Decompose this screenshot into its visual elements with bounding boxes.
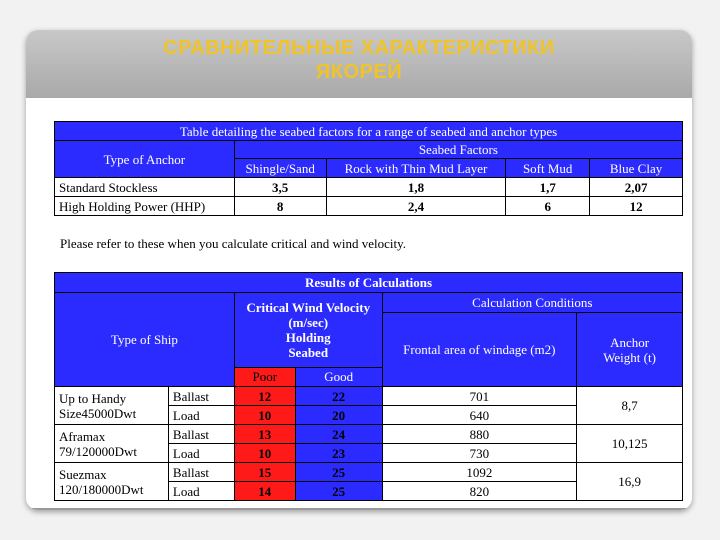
anchor-weight-line: Anchor [610, 334, 650, 350]
load-condition: Ballast [168, 387, 234, 406]
frontal-area-value: 1092 [382, 463, 577, 482]
good-header: Good [295, 368, 382, 387]
ship-name-line: Aframax [59, 428, 106, 444]
factor-value: 3,5 [234, 178, 326, 197]
critical-wind-header [234, 293, 382, 368]
frontal-area-value: 730 [382, 444, 577, 463]
poor-value: 10 [234, 444, 295, 463]
critical-wind-line: Seabed [288, 345, 329, 360]
critical-wind-line: (m/sec) [288, 315, 329, 330]
ship-name-line: 79/120000Dwt [59, 443, 137, 459]
ship-name-line: Up to Handy [59, 390, 127, 406]
anchor-weight-line: Weight (t) [603, 349, 656, 365]
good-value: 23 [295, 444, 382, 463]
load-condition: Load [168, 444, 234, 463]
table1-col-header: Soft Mud [506, 159, 590, 178]
results-table [54, 272, 683, 501]
ship-name-line: Suezmax [59, 466, 107, 482]
table1-col-header: Blue Clay [590, 159, 683, 178]
anchor-weight-value: 16,9 [577, 463, 683, 501]
table1-col-header: Rock with Thin Mud Layer [326, 159, 506, 178]
table-row [55, 387, 683, 406]
good-value: 22 [295, 387, 382, 406]
factor-value: 1,8 [326, 178, 506, 197]
calc-conditions-header: Calculation Conditions [382, 293, 682, 313]
critical-wind-line: Critical Wind Velocity [246, 300, 371, 315]
table2-col-type: Type of Ship [55, 293, 235, 387]
frontal-area-value: 820 [382, 482, 577, 501]
table-row [55, 197, 683, 216]
seabed-factors-table [54, 121, 683, 216]
title-line-1: СРАВНИТЕЛЬНЫЕ ХАРАКТЕРИСТИКИ [163, 37, 555, 59]
ship-name [55, 387, 169, 425]
good-value: 24 [295, 425, 382, 444]
frontal-area-value: 880 [382, 425, 577, 444]
frontal-area-value: 701 [382, 387, 577, 406]
table1-col-header: Shingle/Sand [234, 159, 326, 178]
table-row [55, 463, 683, 482]
table-row [55, 425, 683, 444]
slide-title [26, 36, 692, 84]
load-condition: Ballast [168, 463, 234, 482]
bottom-divider [26, 508, 692, 510]
anchor-weight-value: 10,125 [577, 425, 683, 463]
table1-caption: Table detailing the seabed factors for a range of seabed and anchor types [55, 122, 683, 141]
ship-name [55, 463, 169, 501]
poor-value: 12 [234, 387, 295, 406]
factor-value: 12 [590, 197, 683, 216]
factor-value: 2,07 [590, 178, 683, 197]
factor-value: 1,7 [506, 178, 590, 197]
table1-group-label: Seabed Factors [234, 141, 682, 159]
table1-col-type: Type of Anchor [55, 141, 235, 178]
poor-value: 14 [234, 482, 295, 501]
anchor-weight-header [577, 313, 683, 387]
factor-value: 8 [234, 197, 326, 216]
load-condition: Load [168, 406, 234, 425]
frontal-area-value: 640 [382, 406, 577, 425]
title-line-2: ЯКОРЕЙ [315, 61, 403, 83]
good-value: 25 [295, 463, 382, 482]
good-value: 25 [295, 482, 382, 501]
factor-value: 2,4 [326, 197, 506, 216]
load-condition: Ballast [168, 425, 234, 444]
load-condition: Load [168, 482, 234, 501]
poor-value: 13 [234, 425, 295, 444]
poor-value: 15 [234, 463, 295, 482]
poor-value: 10 [234, 406, 295, 425]
frontal-area-header: Frontal area of windage (m2) [382, 313, 577, 387]
anchor-weight-value: 8,7 [577, 387, 683, 425]
anchor-name: High Holding Power (HHP) [55, 197, 235, 216]
table-row [55, 178, 683, 197]
ship-name [55, 425, 169, 463]
ship-name-line: 120/180000Dwt [59, 481, 144, 497]
note-text: Please refer to these when you calculate critical and wind velocity. [60, 236, 407, 251]
anchor-name: Standard Stockless [55, 178, 235, 197]
ship-name-line: Size45000Dwt [59, 405, 137, 421]
good-value: 20 [295, 406, 382, 425]
poor-header: Poor [234, 368, 295, 387]
table2-caption: Results of Calculations [55, 273, 683, 293]
critical-wind-line: Holding [285, 330, 331, 345]
factor-value: 6 [506, 197, 590, 216]
